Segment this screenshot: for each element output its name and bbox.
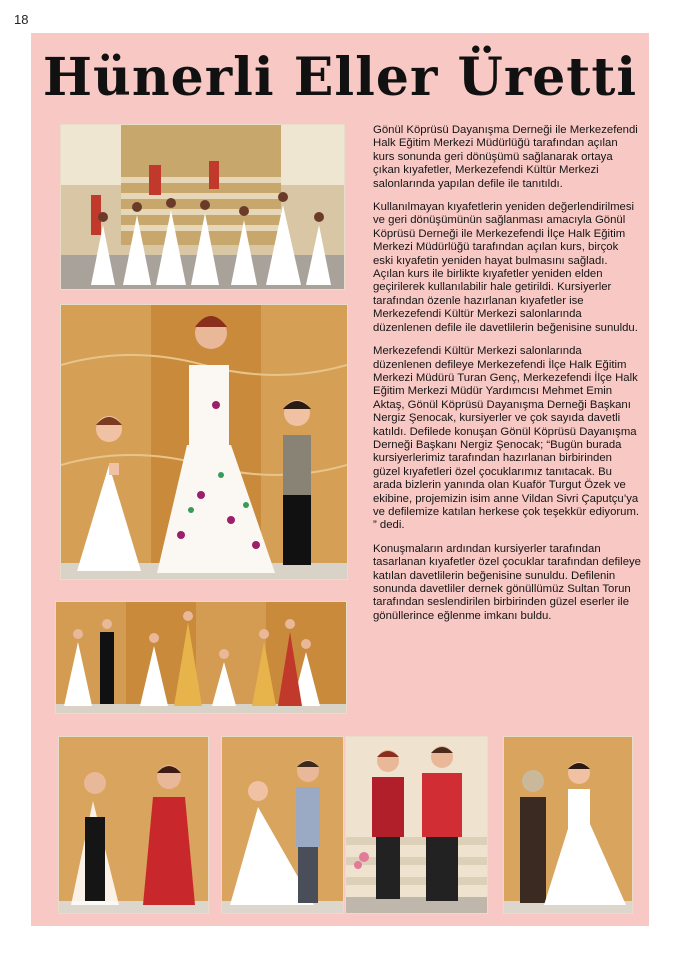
pair-red-dress-photo (58, 736, 209, 914)
article-paragraph: Merkezefendi Kültür Merkezi salonlarında düzenlenen defileye Merkezefendi İlçe Halk Eğitim Merkezi Müdürü Turan Genç, Merkezefendi İlçe Halk Eğitim Merkezi Müdür Yardımcısı Mehmet Emin Aktaş, Gönül Köprüsü Dayanışma Derneği Başkanı Nergiz Şenocak, kursiyerler ve çok sayıda davetli katıldı. Defilede konuşan Gönül Köprüsü Dayanışma Derneği Başkanı Nergiz Şenocak; “Bugün burada kursiyerlerimiz tarafından hazırlanan birbirinden güzel kıyafetleri özel çocuklarımız tanıtacak. Bu arada bizlerin yanında olan Kuaför Turgut Özek ve ekibine, projemizin isim anne Vildan Sivri Çaputçu’ya ve defilemize katılan herkese çok teşekkür ediyorum. ” dedi. (373, 345, 640, 532)
bride-with-elder-photo (503, 736, 633, 914)
pair-red-jackets-photo (345, 736, 488, 914)
girl-with-man-photo (221, 736, 344, 914)
runway-lineup-photo (55, 601, 347, 714)
article-paragraph: Kullanılmayan kıyafetlerin yeniden değerlendirilmesi ve geri dönüşümünün sağlanması amacıyla Gönül Köprüsü Derneği ile Merkezefendi İlçe Halk Eğitim Merkezi Müdürlüğü tarafından açılan kurs, birçok eski kıyafetin yeniden hayat bulmasını sağladı. Açılan kurs ile birlikte kıyafetler yeniden elden geçirilerek kullanılabilir hale getirildi. Kursiyerler tarafından özenle hazırlanan kıyafetler ise Merkezefendi Kültür Merkezi salonlarında düzenlenen defile ile davetlilerin beğenisine sunuldu. (373, 201, 638, 334)
article-body (373, 124, 641, 633)
woman-with-children-photo (60, 304, 348, 580)
page-number: 18 (14, 12, 29, 27)
headline: Hünerli Eller Üretti (42, 47, 638, 108)
group-photo-stairs (60, 124, 345, 290)
article-paragraph: Gönül Köprüsü Dayanışma Derneği ile Merkezefendi Halk Eğitim Merkezi Müdürlüğü tarafından açılan kurs sonunda geri dönüşümü sağlanarak ortaya çıkan kıyafetler, Merkezefendi Kültür Merkezi salonlarında yapılan defile ile tanıtıldı. (373, 124, 638, 190)
article-paragraph: Konuşmaların ardından kursiyerler tarafından tasarlanan kıyafetler özel çocuklar tarafından defileye katılan davetlilerin beğenisine sunuldu. Defilenin sonunda davetliler dernek gönüllümüz Sultan Torun tarafından seslendirilen birbirinden güzel eserler ile gönüllerince eğlenme imkanı buldu. (373, 542, 641, 622)
